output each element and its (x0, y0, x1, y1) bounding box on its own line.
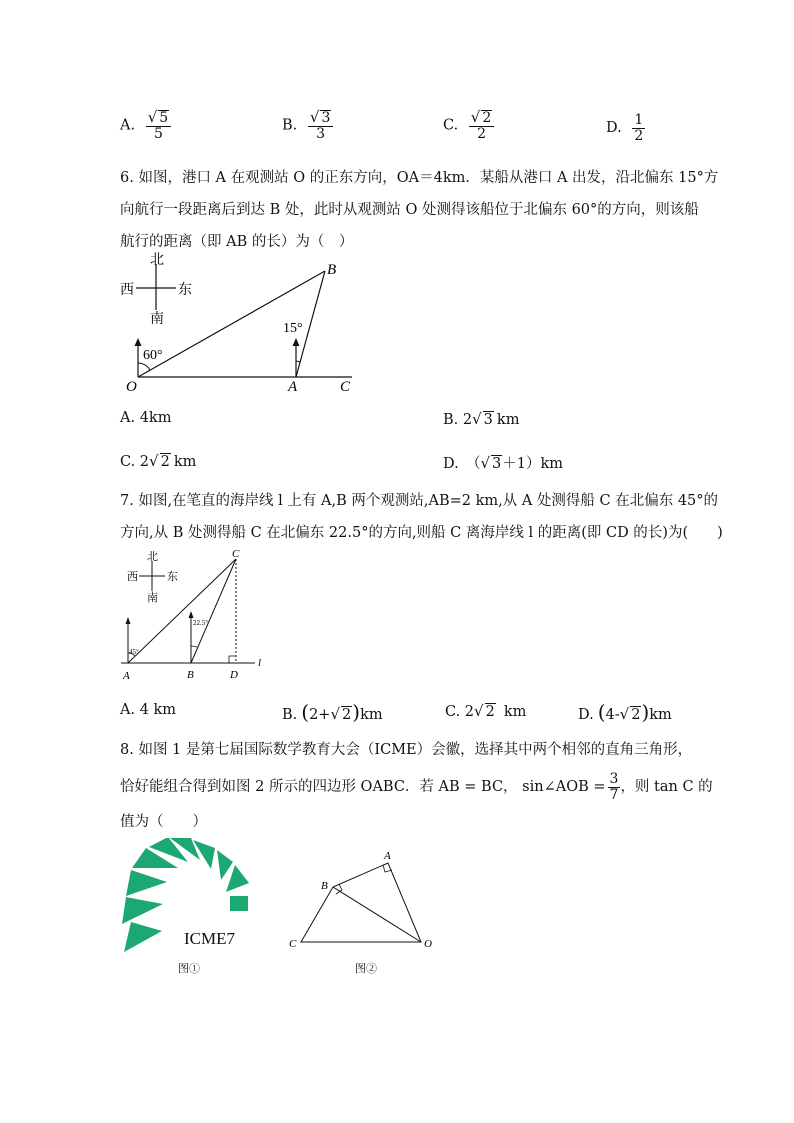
q6-option-d[interactable]: D. （√ 3＋1）km (443, 454, 564, 472)
q7-stem-line-1: 7. 如图,在笔直的海岸线 l 上有 A,B 两个观测站,AB=2 km,从 A 处测得船 C 在北偏东 45°的 (120, 493, 719, 509)
compass-south: 南 (147, 592, 158, 604)
angle-15-label: 15° (283, 321, 303, 336)
q7-option-b[interactable]: B. (2+√ 2)km (282, 700, 383, 724)
point-b-label: B (327, 262, 337, 278)
figure-1-caption: 图① (178, 962, 200, 975)
q7-option-d[interactable]: D. (4-√ 2)km (578, 700, 672, 724)
north-arrow-a-head (126, 617, 131, 624)
q5-option-a[interactable]: A. $\frac{√ 5}{5}$ (120, 110, 171, 141)
q5-a-fraction: $\frac{√ 5}{5}$ (146, 110, 171, 141)
q6-option-b[interactable]: B. 2√ 3 km (443, 410, 520, 428)
logo-wedge (126, 870, 167, 896)
figure-2-caption: 图② (355, 962, 377, 975)
angle-225-label: 22.5° (193, 619, 209, 627)
angle-60-label: 60° (143, 348, 163, 363)
q6-figure (110, 250, 370, 400)
q8-quadrilateral-figure (285, 848, 445, 953)
compass-south: 南 (150, 312, 164, 327)
logo-square (230, 896, 248, 911)
q6-stem-line-3: 航行的距离（即 AB 的长）为（ ） (120, 234, 354, 250)
point-d-label: D (230, 669, 238, 681)
quadrilateral-oabc (301, 863, 421, 942)
angle-arc-60 (138, 363, 150, 370)
q7-option-a[interactable]: A. 4 km (120, 702, 177, 718)
q5-option-b[interactable]: B. $\frac{√ 3}{3}$ (282, 110, 333, 141)
q8-stem-line-1: 8. 如图 1 是第七届国际数学教育大会（ICME）会徽，选择其中两个相邻的直角三角形， (120, 742, 693, 758)
angle-arc-15 (296, 361, 300, 362)
q8-stem-line-2: 恰好能组合得到如图 2 所示的四边形 OABC．若 AB = BC， sin∠AOB = $\frac{3}{7}$ ，则 tan C 的 (120, 771, 713, 803)
logo-wedge (217, 850, 233, 880)
sin-fraction: $\frac{3}{7}$ (609, 771, 619, 803)
segment-ac (128, 559, 236, 663)
compass-east: 东 (167, 571, 178, 583)
q6-stem-line-2: 向航行一段距离后到达 B 处，此时从观测站 O 处测得该船位于北偏东 60°的方向，则该船 (120, 202, 699, 218)
point-b-label: B (187, 669, 194, 681)
q5-option-c[interactable]: C. $\frac{√ 2}{2}$ (443, 110, 494, 141)
angle-45-label: 45° (129, 648, 139, 656)
point-c-label: C (232, 548, 240, 560)
point-a-label: A (123, 670, 130, 682)
point-a-label: A (384, 850, 391, 862)
line-l-label: l (258, 657, 262, 669)
point-a-label: A (288, 379, 298, 395)
q7-figure (115, 545, 275, 685)
icme-logo-figure (118, 838, 258, 963)
compass-west: 西 (120, 283, 134, 298)
logo-wedge (122, 897, 163, 924)
q5-b-fraction: $\frac{√ 3}{3}$ (308, 110, 333, 141)
logo-text: ICME7 (184, 929, 235, 948)
point-o-label: O (424, 938, 432, 950)
q6-option-a[interactable]: A. 4km (120, 410, 172, 426)
q5-d-fraction: $\frac{1}{2}$ (634, 112, 644, 144)
right-angle-d (229, 656, 236, 663)
north-arrow-a-head (293, 338, 300, 346)
point-c-label: C (340, 379, 351, 395)
point-o-label: O (126, 379, 137, 395)
north-arrow-b-head (189, 611, 194, 618)
north-arrow-o-head (135, 338, 142, 346)
point-b-label: B (321, 880, 328, 892)
logo-wedge (124, 922, 162, 952)
diagonal-bo (333, 887, 421, 942)
compass-north: 北 (147, 551, 158, 563)
q5-option-d[interactable]: D. $\frac{1}{2}$ (606, 112, 644, 144)
q8-stem-line-3: 值为（ ） (120, 814, 207, 830)
q6-option-c[interactable]: C. 2√ 2 km (120, 452, 197, 470)
logo-wedge (226, 865, 249, 892)
q7-option-c[interactable]: C. 2√ 2 km (445, 702, 527, 720)
compass-north: 北 (150, 253, 164, 268)
q7-stem-line-2: 方向,从 B 处测得船 C 在北偏东 22.5°的方向,则船 C 离海岸线 l 的距离(即 CD 的长)为( ) (120, 525, 723, 541)
point-c-label: C (289, 938, 297, 950)
angle-arc-225 (191, 646, 197, 647)
q5-c-fraction: $\frac{√ 2}{2}$ (469, 110, 494, 141)
q6-stem-line-1: 6. 如图，港口 A 在观测站 O 的正东方向，OA＝4km．某船从港口 A 出发，沿北偏东 15°方 (120, 170, 719, 186)
segment-bc (191, 559, 236, 663)
compass-east: 东 (178, 283, 192, 298)
compass-west: 西 (127, 571, 138, 583)
